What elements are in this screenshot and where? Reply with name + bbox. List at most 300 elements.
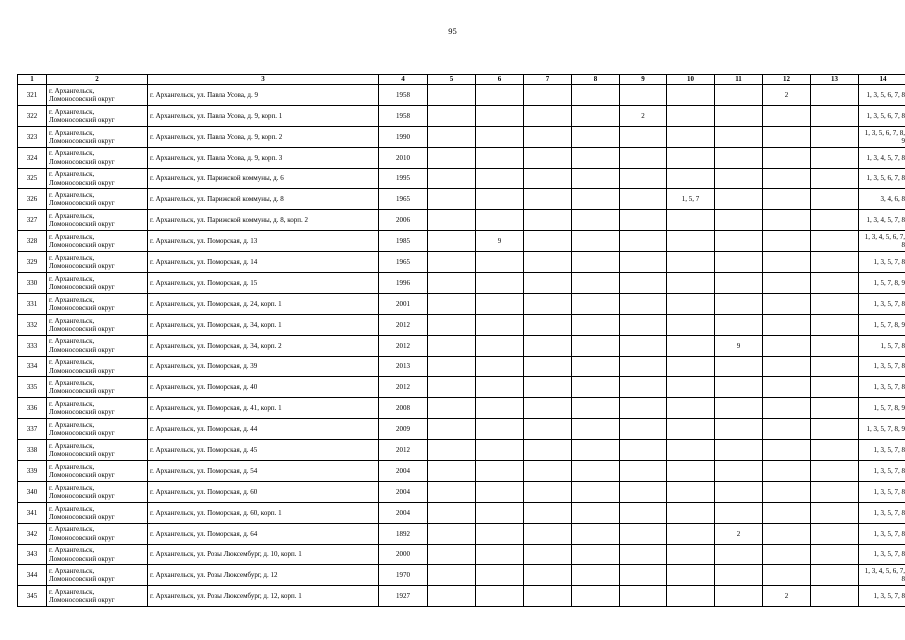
district-cell: [47, 126, 148, 147]
value-cell-col-9: [620, 398, 667, 419]
district-text: Ломоносовский округ: [49, 450, 115, 459]
value-cell-col-13: [811, 189, 859, 210]
value-cell-col-13: [811, 314, 859, 335]
value-cell-col-10: [667, 210, 715, 231]
value-cell-col-5: [428, 502, 476, 523]
value-cell-col-5: [428, 356, 476, 377]
value-cell-col-10: [667, 168, 715, 189]
value-cell-col-9: [620, 586, 667, 607]
table-row: [18, 189, 905, 210]
value-cell-col-8: [572, 314, 620, 335]
value-cell-col-6: [476, 481, 524, 502]
value-cell-col-5: [428, 398, 476, 419]
value-cell-col-8: [572, 168, 620, 189]
district-text: Ломоносовский округ: [49, 345, 115, 354]
city-text: г. Архангельск,: [49, 149, 95, 158]
row-number-cell: 336: [18, 398, 47, 419]
value-cell-col-6: [476, 502, 524, 523]
year-cell: 2000: [379, 544, 428, 565]
value-cell-col-13: [811, 85, 859, 106]
city-text: г. Архангельск,: [49, 567, 95, 576]
address-cell: г. Архангельск, ул. Павла Усова, д. 9, корп. 2: [148, 126, 379, 147]
value-cell-col-6: [476, 565, 524, 586]
year-cell: 2012: [379, 440, 428, 461]
value-cell-col-14: 1, 3, 5, 6, 7, 8: [859, 105, 905, 126]
value-cell-col-6: [476, 252, 524, 273]
value-cell-col-10: [667, 419, 715, 440]
value-cell-col-10: [667, 398, 715, 419]
district-text: Ломоносовский округ: [49, 408, 115, 417]
value-cell-col-11: [715, 126, 763, 147]
table-body: [18, 85, 905, 607]
value-cell-col-6: [476, 85, 524, 106]
value-cell-col-11: 2: [715, 523, 763, 544]
table-row: [18, 293, 905, 314]
row-number-cell: 324: [18, 147, 47, 168]
value-cell-col-7: [524, 252, 572, 273]
value-cell-col-9: [620, 544, 667, 565]
value-cell-col-11: [715, 544, 763, 565]
row-number-cell: 343: [18, 544, 47, 565]
value-cell-col-11: [715, 189, 763, 210]
table-row: [18, 314, 905, 335]
value-cell-col-9: [620, 502, 667, 523]
value-cell-col-8: [572, 377, 620, 398]
district-text: Ломоносовский округ: [49, 533, 115, 542]
value-cell-col-13: [811, 252, 859, 273]
year-cell: 1892: [379, 523, 428, 544]
table-row: [18, 565, 905, 586]
value-cell-col-11: [715, 147, 763, 168]
value-cell-col-9: [620, 231, 667, 252]
value-cell-col-8: [572, 147, 620, 168]
year-cell: 1965: [379, 189, 428, 210]
value-cell-col-5: [428, 440, 476, 461]
address-cell: г. Архангельск, ул. Павла Усова, д. 9: [148, 85, 379, 106]
address-cell: г. Архангельск, ул. Поморская, д. 13: [148, 231, 379, 252]
table-row: [18, 440, 905, 461]
value-cell-col-10: [667, 147, 715, 168]
row-number-cell: 322: [18, 105, 47, 126]
value-cell-col-6: [476, 440, 524, 461]
table-row: [18, 85, 905, 106]
value-cell-col-7: [524, 85, 572, 106]
value-cell-col-7: [524, 335, 572, 356]
column-header-11: 11: [715, 75, 763, 85]
district-cell: [47, 231, 148, 252]
value-cell-col-7: [524, 544, 572, 565]
value-cell-col-12: [763, 231, 811, 252]
value-cell-col-6: [476, 273, 524, 294]
value-cell-col-12: [763, 210, 811, 231]
value-cell-col-9: [620, 210, 667, 231]
city-text: г. Архангельск,: [49, 316, 95, 325]
value-cell-col-7: [524, 210, 572, 231]
city-text: г. Архангельск,: [49, 462, 95, 471]
city-text: г. Архангельск,: [49, 128, 95, 137]
value-cell-col-12: [763, 565, 811, 586]
district-cell: [47, 586, 148, 607]
value-cell-col-8: [572, 126, 620, 147]
row-number-cell: 345: [18, 586, 47, 607]
row-number-cell: 341: [18, 502, 47, 523]
value-cell-col-10: [667, 565, 715, 586]
address-cell: г. Архангельск, ул. Павла Усова, д. 9, корп. 3: [148, 147, 379, 168]
value-cell-col-14: 3, 4, 6, 8: [859, 189, 905, 210]
value-cell-col-13: [811, 586, 859, 607]
address-cell: г. Архангельск, ул. Поморская, д. 45: [148, 440, 379, 461]
value-cell-col-11: [715, 419, 763, 440]
value-cell-col-7: [524, 523, 572, 544]
district-cell: [47, 377, 148, 398]
row-number-cell: 323: [18, 126, 47, 147]
value-cell-col-5: [428, 293, 476, 314]
district-cell: [47, 481, 148, 502]
value-cell-col-12: 2: [763, 586, 811, 607]
value-cell-col-14: 1, 3, 5, 7, 8: [859, 544, 905, 565]
value-cell-col-10: [667, 252, 715, 273]
district-text: Ломоносовский округ: [49, 115, 115, 124]
value-cell-col-8: [572, 565, 620, 586]
value-cell-col-5: [428, 481, 476, 502]
value-cell-col-12: [763, 168, 811, 189]
value-cell-col-6: [476, 210, 524, 231]
value-cell-col-8: [572, 189, 620, 210]
row-number-cell: 338: [18, 440, 47, 461]
address-cell: г. Архангельск, ул. Парижской коммуны, д. 8, корп. 2: [148, 210, 379, 231]
value-cell-col-14: 1, 5, 7, 8, 9: [859, 273, 905, 294]
value-cell-col-10: [667, 544, 715, 565]
value-cell-col-7: [524, 419, 572, 440]
district-cell: [47, 419, 148, 440]
year-cell: 2010: [379, 147, 428, 168]
district-text: Ломоносовский округ: [49, 136, 115, 145]
row-number-cell: 331: [18, 293, 47, 314]
value-cell-col-14: 1, 3, 5, 7, 8: [859, 293, 905, 314]
value-cell-col-8: [572, 105, 620, 126]
district-cell: [47, 168, 148, 189]
value-cell-col-13: [811, 105, 859, 126]
district-cell: [47, 523, 148, 544]
value-cell-col-5: [428, 314, 476, 335]
value-cell-col-13: [811, 502, 859, 523]
year-cell: 1995: [379, 168, 428, 189]
value-cell-col-8: [572, 586, 620, 607]
value-cell-col-5: [428, 335, 476, 356]
value-cell-col-5: [428, 85, 476, 106]
value-cell-col-12: [763, 440, 811, 461]
column-header-3: 3: [148, 75, 379, 85]
value-cell-col-6: [476, 335, 524, 356]
year-cell: 2008: [379, 398, 428, 419]
district-cell: [47, 502, 148, 523]
value-cell-col-6: [476, 398, 524, 419]
year-cell: 1990: [379, 126, 428, 147]
year-cell: 2004: [379, 461, 428, 482]
value-cell-col-14: 1, 3, 4, 5, 6, 7, 8: [859, 565, 905, 586]
value-cell-col-13: [811, 168, 859, 189]
value-cell-col-13: [811, 377, 859, 398]
table-row: [18, 586, 905, 607]
value-cell-col-10: [667, 105, 715, 126]
district-text: Ломоносовский округ: [49, 157, 115, 166]
district-cell: [47, 398, 148, 419]
value-cell-col-11: [715, 565, 763, 586]
address-cell: г. Архангельск, ул. Поморская, д. 40: [148, 377, 379, 398]
value-cell-col-14: 1, 3, 5, 7, 8: [859, 586, 905, 607]
value-cell-col-14: 1, 3, 5, 7, 8: [859, 252, 905, 273]
district-cell: [47, 293, 148, 314]
city-text: г. Архангельск,: [49, 253, 95, 262]
value-cell-col-8: [572, 398, 620, 419]
value-cell-col-10: [667, 231, 715, 252]
city-text: г. Архангельск,: [49, 441, 95, 450]
value-cell-col-14: 1, 3, 5, 7, 8: [859, 377, 905, 398]
address-cell: г. Архангельск, ул. Поморская, д. 24, корп. 1: [148, 293, 379, 314]
value-cell-col-12: [763, 105, 811, 126]
value-cell-col-9: [620, 252, 667, 273]
value-cell-col-9: [620, 168, 667, 189]
address-cell: г. Архангельск, ул. Розы Люксембург, д. 12, корп. 1: [148, 586, 379, 607]
value-cell-col-8: [572, 502, 620, 523]
table-row: [18, 273, 905, 294]
row-number-cell: 321: [18, 85, 47, 106]
value-cell-col-5: [428, 105, 476, 126]
value-cell-col-14: 1, 5, 7, 8: [859, 335, 905, 356]
address-cell: г. Архангельск, ул. Поморская, д. 39: [148, 356, 379, 377]
district-text: Ломоносовский округ: [49, 366, 115, 375]
row-number-cell: 329: [18, 252, 47, 273]
value-cell-col-11: [715, 440, 763, 461]
value-cell-col-9: [620, 293, 667, 314]
value-cell-col-8: [572, 273, 620, 294]
value-cell-col-5: [428, 523, 476, 544]
value-cell-col-10: [667, 523, 715, 544]
district-text: Ломоносовский округ: [49, 262, 115, 271]
table-row: [18, 252, 905, 273]
value-cell-col-14: 1, 3, 5, 6, 7, 8: [859, 85, 905, 106]
address-cell: г. Архангельск, ул. Павла Усова, д. 9, корп. 1: [148, 105, 379, 126]
value-cell-col-8: [572, 544, 620, 565]
row-number-cell: 327: [18, 210, 47, 231]
column-header-13: 13: [811, 75, 859, 85]
city-text: г. Архангельск,: [49, 107, 95, 116]
value-cell-col-6: 9: [476, 231, 524, 252]
city-text: г. Архангельск,: [49, 337, 95, 346]
value-cell-col-12: [763, 377, 811, 398]
row-number-cell: 335: [18, 377, 47, 398]
city-text: г. Архангельск,: [49, 379, 95, 388]
year-cell: 2013: [379, 356, 428, 377]
value-cell-col-10: [667, 481, 715, 502]
value-cell-col-9: [620, 335, 667, 356]
city-text: г. Архангельск,: [49, 504, 95, 513]
year-cell: 2006: [379, 210, 428, 231]
value-cell-col-7: [524, 440, 572, 461]
value-cell-col-6: [476, 523, 524, 544]
district-text: Ломоносовский округ: [49, 596, 115, 605]
value-cell-col-10: [667, 293, 715, 314]
district-cell: [47, 273, 148, 294]
city-text: г. Архангельск,: [49, 420, 95, 429]
value-cell-col-9: [620, 419, 667, 440]
address-cell: г. Архангельск, ул. Поморская, д. 54: [148, 461, 379, 482]
value-cell-col-6: [476, 126, 524, 147]
value-cell-col-7: [524, 189, 572, 210]
value-cell-col-12: [763, 481, 811, 502]
value-cell-col-5: [428, 252, 476, 273]
city-text: г. Архангельск,: [49, 86, 95, 95]
value-cell-col-14: 1, 3, 5, 7, 8: [859, 356, 905, 377]
year-cell: 2012: [379, 335, 428, 356]
district-cell: [47, 105, 148, 126]
value-cell-col-7: [524, 314, 572, 335]
value-cell-col-12: [763, 398, 811, 419]
value-cell-col-10: [667, 502, 715, 523]
year-cell: 1985: [379, 231, 428, 252]
address-cell: г. Архангельск, ул. Розы Люксембург, д. 10, корп. 1: [148, 544, 379, 565]
value-cell-col-6: [476, 147, 524, 168]
value-cell-col-14: 1, 3, 5, 7, 8: [859, 523, 905, 544]
value-cell-col-8: [572, 461, 620, 482]
value-cell-col-13: [811, 481, 859, 502]
district-text: Ломоносовский округ: [49, 512, 115, 521]
value-cell-col-14: 1, 5, 7, 8, 9: [859, 398, 905, 419]
table-row: [18, 481, 905, 502]
row-number-cell: 332: [18, 314, 47, 335]
district-text: Ломоносовский округ: [49, 178, 115, 187]
value-cell-col-14: 1, 3, 5, 7, 8: [859, 461, 905, 482]
value-cell-col-13: [811, 461, 859, 482]
address-cell: г. Архангельск, ул. Поморская, д. 60, корп. 1: [148, 502, 379, 523]
value-cell-col-8: [572, 252, 620, 273]
column-header-14: 14: [859, 75, 905, 85]
year-cell: 2004: [379, 481, 428, 502]
value-cell-col-7: [524, 398, 572, 419]
value-cell-col-5: [428, 210, 476, 231]
address-cell: г. Архангельск, ул. Поморская, д. 44: [148, 419, 379, 440]
value-cell-col-12: [763, 523, 811, 544]
row-number-cell: 342: [18, 523, 47, 544]
value-cell-col-12: [763, 314, 811, 335]
district-cell: [47, 189, 148, 210]
value-cell-col-6: [476, 293, 524, 314]
table-row: [18, 168, 905, 189]
district-text: Ломоносовский округ: [49, 220, 115, 229]
value-cell-col-11: [715, 461, 763, 482]
value-cell-col-11: [715, 481, 763, 502]
value-cell-col-14: 1, 3, 5, 6, 7, 8, 9: [859, 126, 905, 147]
district-cell: [47, 252, 148, 273]
value-cell-col-7: [524, 273, 572, 294]
column-header-9: 9: [620, 75, 667, 85]
year-cell: 2012: [379, 314, 428, 335]
value-cell-col-9: [620, 273, 667, 294]
district-cell: [47, 565, 148, 586]
value-cell-col-7: [524, 481, 572, 502]
year-cell: 1970: [379, 565, 428, 586]
table-row: [18, 356, 905, 377]
district-cell: [47, 314, 148, 335]
value-cell-col-12: [763, 147, 811, 168]
value-cell-col-13: [811, 273, 859, 294]
value-cell-col-11: [715, 502, 763, 523]
table-row: [18, 461, 905, 482]
year-cell: 2004: [379, 502, 428, 523]
value-cell-col-11: [715, 231, 763, 252]
value-cell-col-13: [811, 544, 859, 565]
value-cell-col-12: [763, 356, 811, 377]
value-cell-col-9: [620, 377, 667, 398]
value-cell-col-13: [811, 523, 859, 544]
address-cell: г. Архангельск, ул. Поморская, д. 15: [148, 273, 379, 294]
district-text: Ломоносовский округ: [49, 324, 115, 333]
value-cell-col-12: [763, 126, 811, 147]
address-cell: г. Архангельск, ул. Поморская, д. 34, корп. 1: [148, 314, 379, 335]
value-cell-col-10: [667, 440, 715, 461]
value-cell-col-5: [428, 126, 476, 147]
value-cell-col-5: [428, 168, 476, 189]
value-cell-col-11: [715, 293, 763, 314]
value-cell-col-14: 1, 3, 5, 7, 8: [859, 481, 905, 502]
city-text: г. Архангельск,: [49, 212, 95, 221]
city-text: г. Архангельск,: [49, 295, 95, 304]
value-cell-col-6: [476, 189, 524, 210]
district-cell: [47, 210, 148, 231]
year-cell: 2012: [379, 377, 428, 398]
table-row: [18, 419, 905, 440]
column-header-5: 5: [428, 75, 476, 85]
value-cell-col-10: [667, 85, 715, 106]
district-cell: [47, 356, 148, 377]
district-text: Ломоносовский округ: [49, 199, 115, 208]
value-cell-col-14: 1, 3, 5, 6, 7, 8: [859, 168, 905, 189]
table-row: [18, 377, 905, 398]
value-cell-col-8: [572, 356, 620, 377]
table-row: [18, 523, 905, 544]
value-cell-col-6: [476, 356, 524, 377]
table-row: [18, 398, 905, 419]
value-cell-col-12: [763, 502, 811, 523]
value-cell-col-13: [811, 565, 859, 586]
table-header-row: [18, 75, 905, 85]
value-cell-col-11: [715, 105, 763, 126]
value-cell-col-10: [667, 314, 715, 335]
value-cell-col-11: [715, 252, 763, 273]
value-cell-col-8: [572, 231, 620, 252]
district-cell: [47, 544, 148, 565]
value-cell-col-13: [811, 231, 859, 252]
table-row: [18, 147, 905, 168]
value-cell-col-10: [667, 126, 715, 147]
value-cell-col-13: [811, 210, 859, 231]
value-cell-col-7: [524, 168, 572, 189]
district-cell: [47, 335, 148, 356]
value-cell-col-14: 1, 3, 4, 5, 7, 8: [859, 210, 905, 231]
value-cell-col-6: [476, 314, 524, 335]
value-cell-col-13: [811, 398, 859, 419]
value-cell-col-7: [524, 231, 572, 252]
value-cell-col-13: [811, 419, 859, 440]
district-text: Ломоносовский округ: [49, 282, 115, 291]
address-cell: г. Архангельск, ул. Поморская, д. 64: [148, 523, 379, 544]
value-cell-col-10: [667, 273, 715, 294]
value-cell-col-12: [763, 544, 811, 565]
value-cell-col-11: [715, 398, 763, 419]
value-cell-col-9: [620, 314, 667, 335]
value-cell-col-11: [715, 85, 763, 106]
value-cell-col-6: [476, 377, 524, 398]
